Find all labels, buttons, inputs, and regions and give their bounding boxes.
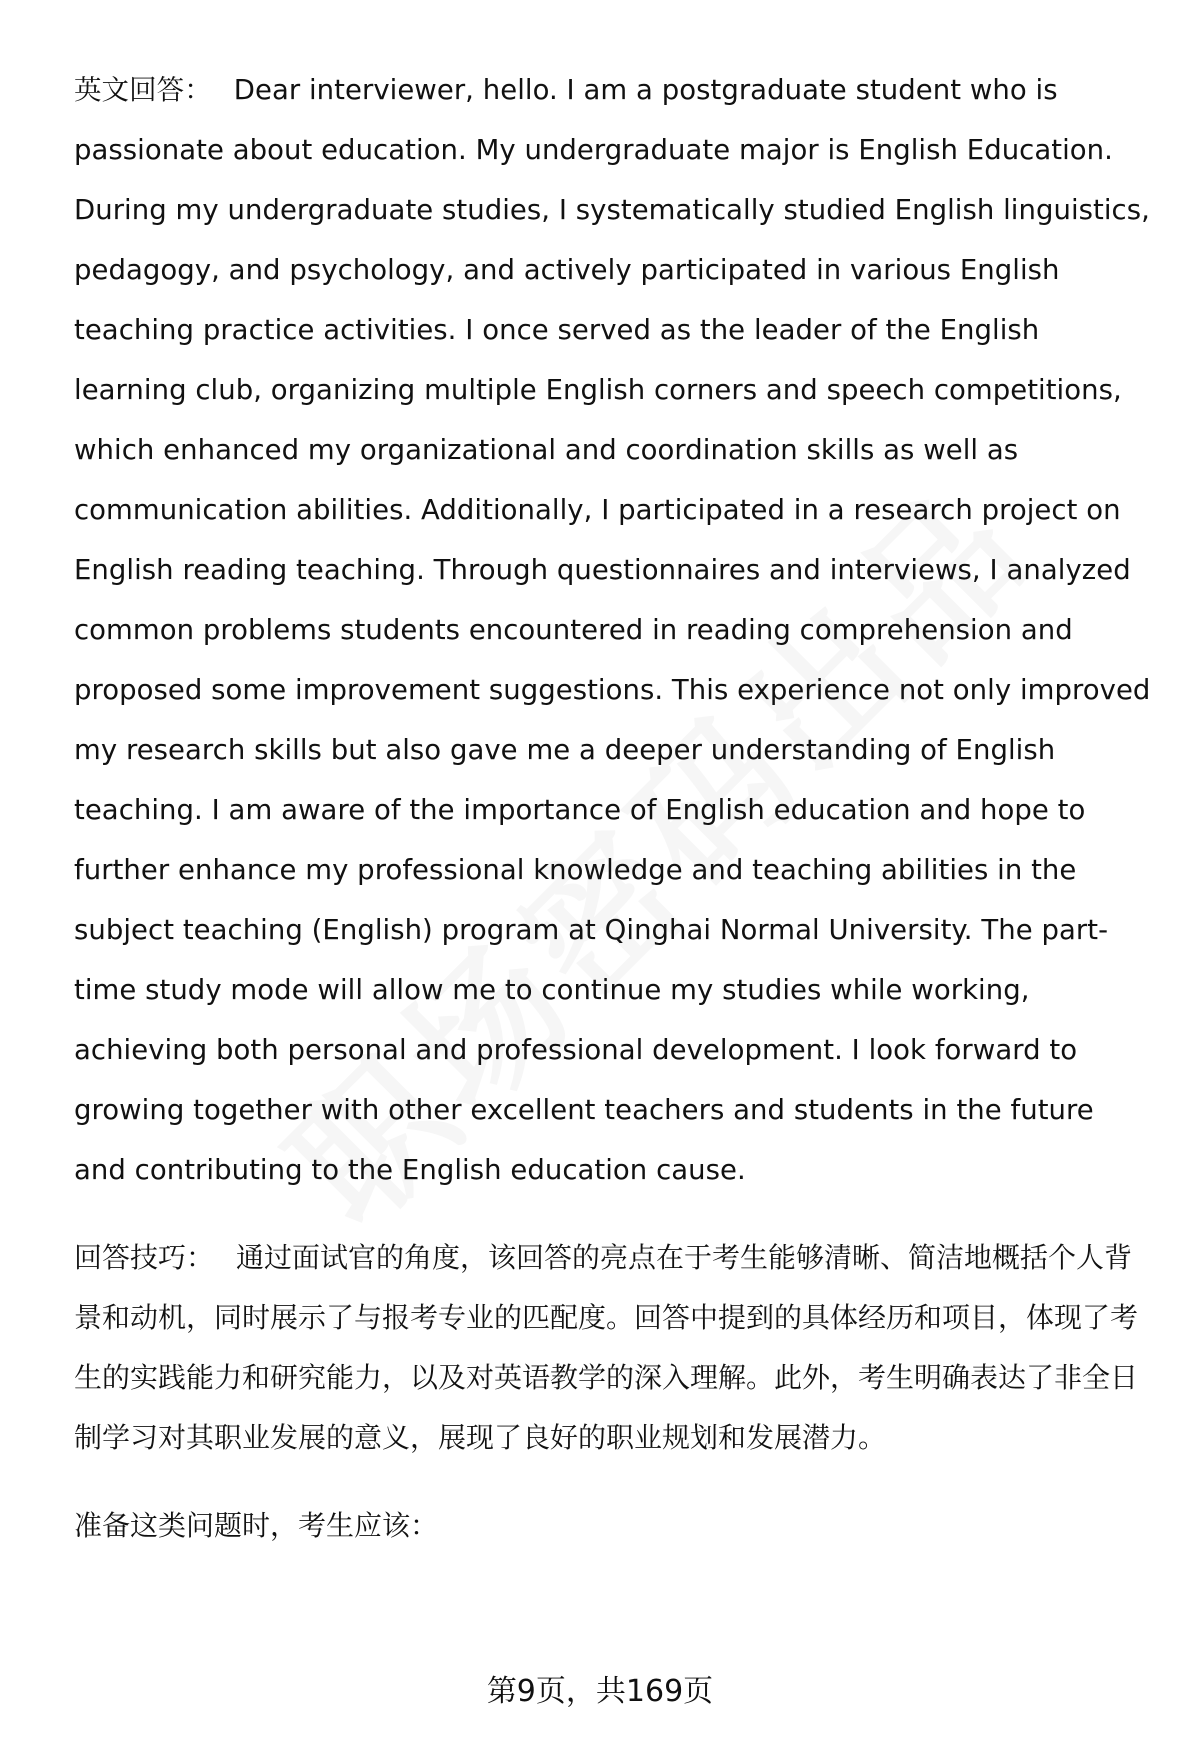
answer-label: 英文回答： — [74, 74, 212, 106]
tips-label: 回答技巧： — [74, 1241, 215, 1274]
tips-paragraph — [74, 1228, 1154, 1468]
prep-paragraph — [74, 1496, 1154, 1556]
page-content — [74, 60, 1154, 1556]
prep-text: 准备这类问题时，考生应该： — [74, 1509, 439, 1542]
answer-paragraph — [74, 60, 1154, 1200]
tips-text: 通过面试官的角度，该回答的亮点在于考生能够清晰、简洁地概括个人背景和动机，同时展示了与报考专业的匹配度。回答中提到的具体经历和项目，体现了考生的实践能力和研究能力，以及对英语教学的深入理解。此外，考生明确表达了非全日制学习对其职业发展的意义，展现了良好的职业规划和发展潜力。 — [74, 1241, 1139, 1454]
answer-text: Dear interviewer, hello. I am a postgraduate student who is passionate about education. My undergraduate major is English Education. During my undergraduate studies, I systematically studied English linguistics, pedagogy, and psychology, and actively participated in various English teaching practice activities. I once served as the leader of the English learning club, organizing multiple English corners and speech competitions, which enhanced my organizational and coordination skills as well as communication abilities. Additionally, I participated in a research project on English reading teaching. Through questionnaires and interviews, I analyzed common problems students encountered in reading comprehension and proposed some improvement suggestions. This experience not only improved my research skills but also gave me a deeper understanding of English teaching. I am aware of the importance of English education and hope to further enhance my professional knowledge and teaching abilities in the subject teaching (English) program at Qinghai Normal University. The part-time study mode will allow me to continue my studies while working, achieving both personal and professional development. I look forward to growing together with other excellent teachers and students in the future and contributing to the English education cause. — [74, 74, 1151, 1186]
page-number-footer: 第9页，共169页 — [486, 1674, 714, 1709]
